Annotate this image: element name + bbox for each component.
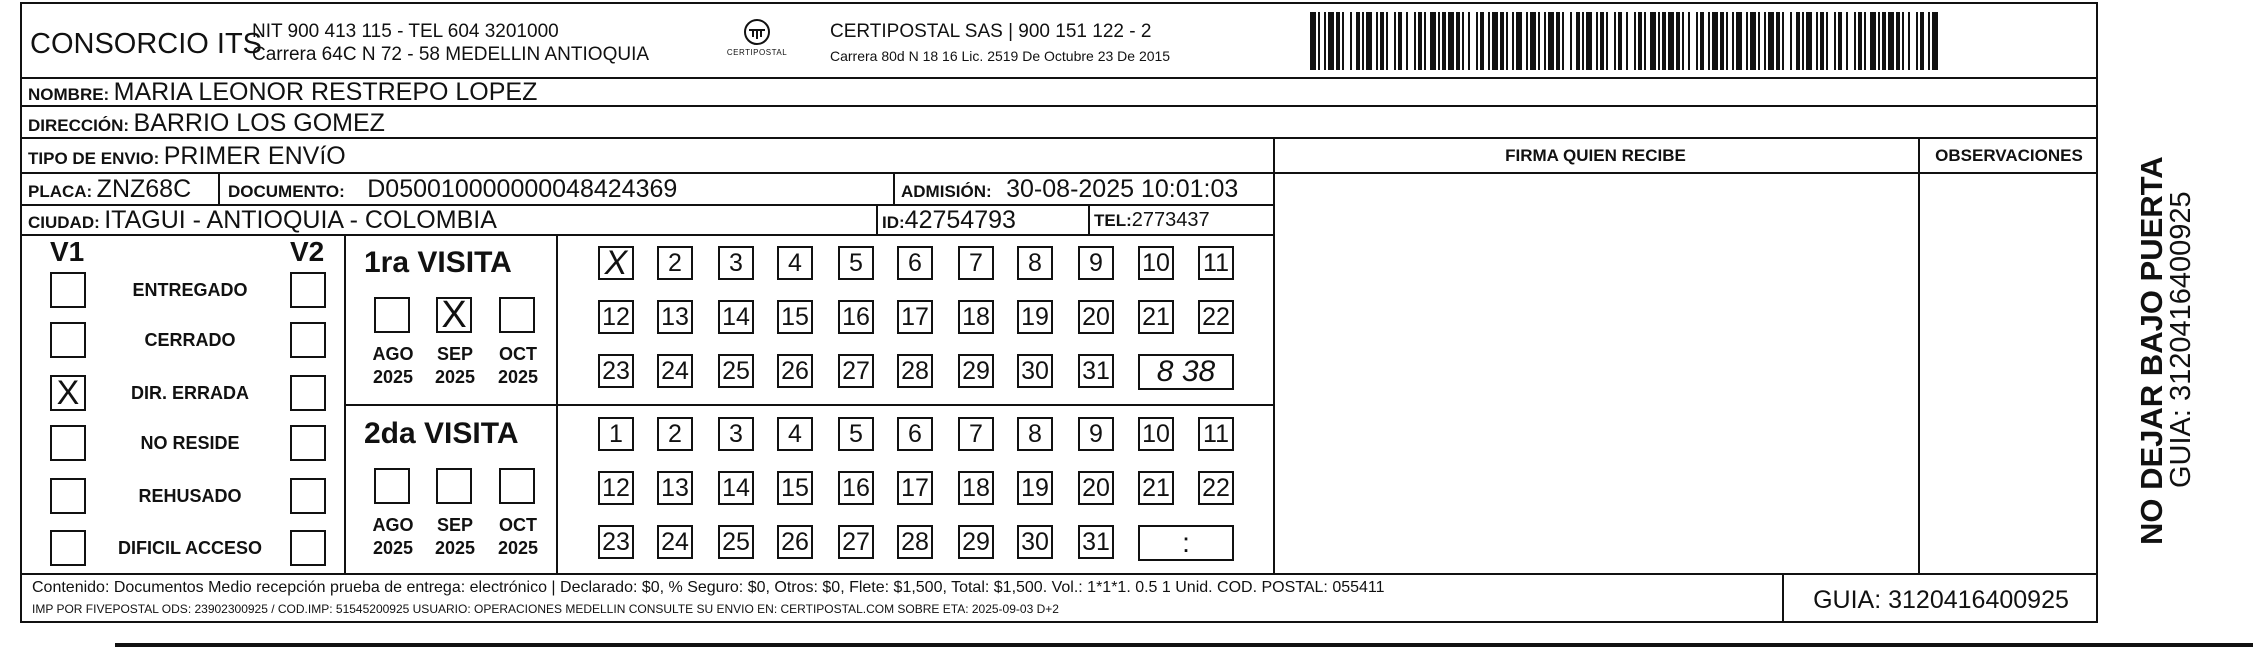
visit-day-box[interactable]: 5 bbox=[838, 417, 874, 451]
visit-month-year: 2025 bbox=[497, 367, 539, 387]
visit-day-box[interactable]: 16 bbox=[838, 300, 874, 334]
status-label: DIR. ERRADA bbox=[130, 383, 249, 403]
tipo-envio-label: TIPO DE ENVIO: bbox=[28, 149, 160, 168]
visit-day-box[interactable]: 7 bbox=[958, 246, 994, 280]
nombre-label: NOMBRE: bbox=[28, 85, 110, 104]
status-v1-checkbox[interactable] bbox=[50, 425, 86, 461]
tel-label: TEL: bbox=[1094, 211, 1132, 230]
visit-day-box[interactable]: 20 bbox=[1078, 300, 1114, 334]
visit-day-box[interactable]: 20 bbox=[1078, 471, 1114, 505]
nombre-value: MARIA LEONOR RESTREPO LOPEZ bbox=[113, 78, 538, 106]
rule-ciudad bbox=[20, 234, 1273, 236]
certipostal-info-line2: Carrera 80d N 18 16 Lic. 2519 De Octubre 23 De 2015 bbox=[830, 48, 1171, 64]
visit-day-box[interactable]: 6 bbox=[897, 417, 933, 451]
visit-month-year: 2025 bbox=[372, 367, 414, 387]
footer-guia: GUIA: 3120416400925 bbox=[1813, 586, 2069, 614]
tipo-envio-value: PRIMER ENVíO bbox=[163, 142, 346, 170]
visit-day-box[interactable]: 31 bbox=[1078, 525, 1114, 559]
documento-value: D050010000000048424369 bbox=[367, 175, 678, 203]
visit-day-box[interactable]: 2 bbox=[657, 246, 693, 280]
visit-day-box[interactable]: 24 bbox=[657, 525, 693, 559]
visit-month-label: OCT bbox=[499, 515, 537, 535]
visit-day-box[interactable]: 21 bbox=[1138, 300, 1174, 334]
visit-day-box[interactable]: 22 bbox=[1198, 300, 1234, 334]
visit-day-box[interactable]: 27 bbox=[838, 525, 874, 559]
visit-month-checkbox[interactable] bbox=[499, 297, 535, 333]
visit-day-box[interactable]: 25 bbox=[718, 354, 754, 388]
visit-month-label: AGO bbox=[372, 515, 414, 535]
visit-day-box[interactable]: 10 bbox=[1138, 417, 1174, 451]
visit-month-label: SEP bbox=[436, 344, 474, 364]
visit-day-box[interactable]: 15 bbox=[777, 471, 813, 505]
visit-month-checkbox[interactable] bbox=[436, 468, 472, 504]
ciudad-field bbox=[28, 208, 497, 233]
nombre-field bbox=[28, 80, 537, 105]
footer-contenido: Contenido: Documentos Medio recepción prueba de entrega: electrónico | Declarado: $0, % Seguro: $0, Otros: $0, Flete: $1,500, Total: $1,500. Vol.: 1*1*1. 0.5 1 Unid. COD. POSTAL: 055411 bbox=[32, 579, 1385, 596]
v2-label: V2 bbox=[290, 236, 325, 267]
direccion-value: BARRIO LOS GOMEZ bbox=[133, 109, 385, 137]
visit-day-box[interactable]: 8 bbox=[1017, 417, 1053, 451]
visit-month-year: 2025 bbox=[372, 538, 414, 558]
ciudad-label: CIUDAD: bbox=[28, 213, 100, 232]
status-v2-checkbox[interactable] bbox=[290, 478, 326, 514]
visit-day-box[interactable]: 5 bbox=[838, 246, 874, 280]
visit-day-box[interactable]: 9 bbox=[1078, 417, 1114, 451]
placa-label: PLACA: bbox=[28, 182, 93, 201]
rule-id-sep bbox=[876, 204, 878, 234]
placa-field bbox=[28, 177, 191, 202]
visit-day-box[interactable]: 8 bbox=[1017, 246, 1053, 280]
admision-value: 30-08-2025 10:01:03 bbox=[1006, 175, 1239, 203]
visit-day-box[interactable]: 26 bbox=[777, 354, 813, 388]
visit-day-box[interactable]: 14 bbox=[718, 300, 754, 334]
status-v2-checkbox[interactable] bbox=[290, 322, 326, 358]
visit-month-label: SEP bbox=[436, 515, 474, 535]
rule-admision-sep bbox=[893, 172, 895, 204]
visit-day-box[interactable]: 18 bbox=[958, 300, 994, 334]
visit-month-checkbox[interactable] bbox=[374, 297, 410, 333]
status-v2-checkbox[interactable] bbox=[290, 425, 326, 461]
visit-day-box[interactable]: 12 bbox=[598, 471, 634, 505]
visit-day-box[interactable]: 19 bbox=[1017, 471, 1053, 505]
admision-field bbox=[901, 177, 1238, 202]
visit-day-box[interactable]: 14 bbox=[718, 471, 754, 505]
visit-day-box[interactable]: 28 bbox=[897, 354, 933, 388]
visit-day-box[interactable]: 4 bbox=[777, 417, 813, 451]
visit-month-year: 2025 bbox=[434, 367, 476, 387]
status-label: DIFICIL ACCESO bbox=[117, 538, 262, 558]
rule-footer bbox=[20, 573, 2098, 575]
visit-day-box[interactable]: 2 bbox=[657, 417, 693, 451]
ciudad-value: ITAGUI - ANTIOQUIA - COLOMBIA bbox=[104, 206, 497, 234]
visit-title: 2da VISITA bbox=[364, 417, 519, 450]
admision-label: ADMISIÓN: bbox=[901, 182, 992, 201]
visit-day-box[interactable]: 13 bbox=[657, 300, 693, 334]
visit-day-box[interactable]: 10 bbox=[1138, 246, 1174, 280]
certipostal-logo-text: CERTIPOSTAL bbox=[726, 48, 788, 57]
visit-day-box[interactable]: 27 bbox=[838, 354, 874, 388]
visit-day-box[interactable]: 9 bbox=[1078, 246, 1114, 280]
visit-day-box[interactable]: 17 bbox=[897, 471, 933, 505]
documento-field bbox=[228, 177, 677, 202]
status-v2-checkbox[interactable] bbox=[290, 272, 326, 308]
placa-value: ZNZ68C bbox=[96, 175, 192, 203]
visit-day-box[interactable]: 30 bbox=[1017, 354, 1053, 388]
tel-value: 2773437 bbox=[1131, 209, 1210, 231]
documento-label: DOCUMENTO: bbox=[228, 182, 345, 201]
status-label: ENTREGADO bbox=[132, 280, 248, 300]
rule-column-headers bbox=[1273, 172, 2098, 174]
visit-day-box[interactable]: 23 bbox=[598, 525, 634, 559]
visit-day-box[interactable]: 3 bbox=[718, 246, 754, 280]
visit-day-box[interactable]: 16 bbox=[838, 471, 874, 505]
status-label: NO RESIDE bbox=[140, 433, 240, 453]
rule-placa-sep bbox=[218, 172, 220, 204]
status-label: CERRADO bbox=[144, 330, 236, 350]
side-warning: NO DEJAR BAJO PUERTA bbox=[2134, 156, 2169, 545]
v1-label: V1 bbox=[50, 236, 85, 267]
visit-day-box[interactable]: 21 bbox=[1138, 471, 1174, 505]
visit-day-box[interactable]: 24 bbox=[657, 354, 693, 388]
visit-day-box[interactable]: X bbox=[598, 246, 634, 280]
visit-title: 1ra VISITA bbox=[364, 246, 512, 279]
visit-day-box[interactable]: 13 bbox=[657, 471, 693, 505]
barcode bbox=[1310, 12, 1940, 70]
direccion-label: DIRECCIÓN: bbox=[28, 116, 130, 135]
direccion-field bbox=[28, 111, 385, 136]
status-v1-checkbox[interactable] bbox=[50, 530, 86, 566]
visit-month-checkbox[interactable] bbox=[374, 468, 410, 504]
visit-month-checkbox[interactable] bbox=[499, 468, 535, 504]
visit-day-box[interactable]: 6 bbox=[897, 246, 933, 280]
visit-day-box[interactable]: 19 bbox=[1017, 300, 1053, 334]
visit-month-label: OCT bbox=[499, 344, 537, 364]
side-guia: GUIA: 3120416400925 bbox=[2165, 191, 2197, 488]
visit-day-box[interactable]: 3 bbox=[718, 417, 754, 451]
rule-tipo bbox=[20, 172, 1273, 174]
bottom-edge bbox=[115, 643, 2253, 647]
visit-day-box[interactable]: 1 bbox=[598, 417, 634, 451]
visit-day-box[interactable]: 17 bbox=[897, 300, 933, 334]
firma-header: FIRMA QUIEN RECIBE bbox=[1505, 146, 1686, 165]
visit-month-checkbox[interactable]: X bbox=[436, 297, 472, 333]
status-v2-checkbox[interactable] bbox=[290, 530, 326, 566]
observaciones-header: OBSERVACIONES bbox=[1935, 146, 2083, 165]
rule-visit-sep bbox=[344, 404, 1273, 406]
visit-day-box[interactable]: 22 bbox=[1198, 471, 1234, 505]
footer-imp: IMP POR FIVEPOSTAL ODS: 23902300925 / COD.IMP: 51545200925 USUARIO: OPERACIONES MEDELLIN CONSULTE SU ENVIO EN: CERTIPOSTAL.COM SOBRE ETA: 2025-09-03 D+2 bbox=[32, 602, 1059, 616]
status-label: REHUSADO bbox=[138, 486, 242, 506]
visit-day-box[interactable]: 11 bbox=[1198, 417, 1234, 451]
rule-direccion bbox=[20, 137, 2098, 139]
status-v1-checkbox[interactable]: X bbox=[50, 375, 86, 411]
visit-time-box[interactable]: : bbox=[1138, 525, 1234, 561]
visit-day-box[interactable]: 7 bbox=[958, 417, 994, 451]
rule-firma-left bbox=[1273, 137, 1275, 573]
status-v2-checkbox[interactable] bbox=[290, 375, 326, 411]
certipostal-logo-icon bbox=[742, 18, 772, 46]
visit-day-box[interactable]: 29 bbox=[958, 354, 994, 388]
rule-observaciones-left bbox=[1918, 137, 1920, 573]
visit-day-box[interactable]: 25 bbox=[718, 525, 754, 559]
visit-day-box[interactable]: 15 bbox=[777, 300, 813, 334]
company-name: CONSORCIO ITS bbox=[30, 28, 263, 60]
visit-day-box[interactable]: 23 bbox=[598, 354, 634, 388]
visit-month-year: 2025 bbox=[497, 538, 539, 558]
visit-time-box[interactable]: 8 38 bbox=[1138, 354, 1234, 390]
visit-day-box[interactable]: 11 bbox=[1198, 246, 1234, 280]
visit-day-box[interactable]: 12 bbox=[598, 300, 634, 334]
visit-day-box[interactable]: 31 bbox=[1078, 354, 1114, 388]
visit-day-box[interactable]: 26 bbox=[777, 525, 813, 559]
tel-field bbox=[1094, 210, 1210, 230]
company-nit-tel: NIT 900 413 115 - TEL 604 3201000 bbox=[252, 21, 559, 42]
visit-day-box[interactable]: 30 bbox=[1017, 525, 1053, 559]
id-field bbox=[882, 208, 1016, 233]
visit-day-box[interactable]: 28 bbox=[897, 525, 933, 559]
visit-day-box[interactable]: 18 bbox=[958, 471, 994, 505]
rule-tel-sep bbox=[1088, 204, 1090, 234]
visit-day-box[interactable]: 29 bbox=[958, 525, 994, 559]
certipostal-logo bbox=[724, 18, 790, 66]
company-address: Carrera 64C N 72 - 58 MEDELLIN ANTIOQUIA bbox=[252, 44, 650, 65]
id-label: ID: bbox=[882, 213, 905, 232]
barcode-bar bbox=[1938, 12, 1940, 70]
tipo-envio-field bbox=[28, 144, 346, 169]
visit-month-year: 2025 bbox=[434, 538, 476, 558]
status-v1-checkbox[interactable] bbox=[50, 478, 86, 514]
visit-month-label: AGO bbox=[372, 344, 414, 364]
visit-day-box[interactable]: 4 bbox=[777, 246, 813, 280]
certipostal-info-line1: CERTIPOSTAL SAS | 900 151 122 - 2 bbox=[830, 21, 1152, 42]
id-value: 42754793 bbox=[904, 206, 1016, 234]
status-v1-checkbox[interactable] bbox=[50, 272, 86, 308]
status-v1-checkbox[interactable] bbox=[50, 322, 86, 358]
